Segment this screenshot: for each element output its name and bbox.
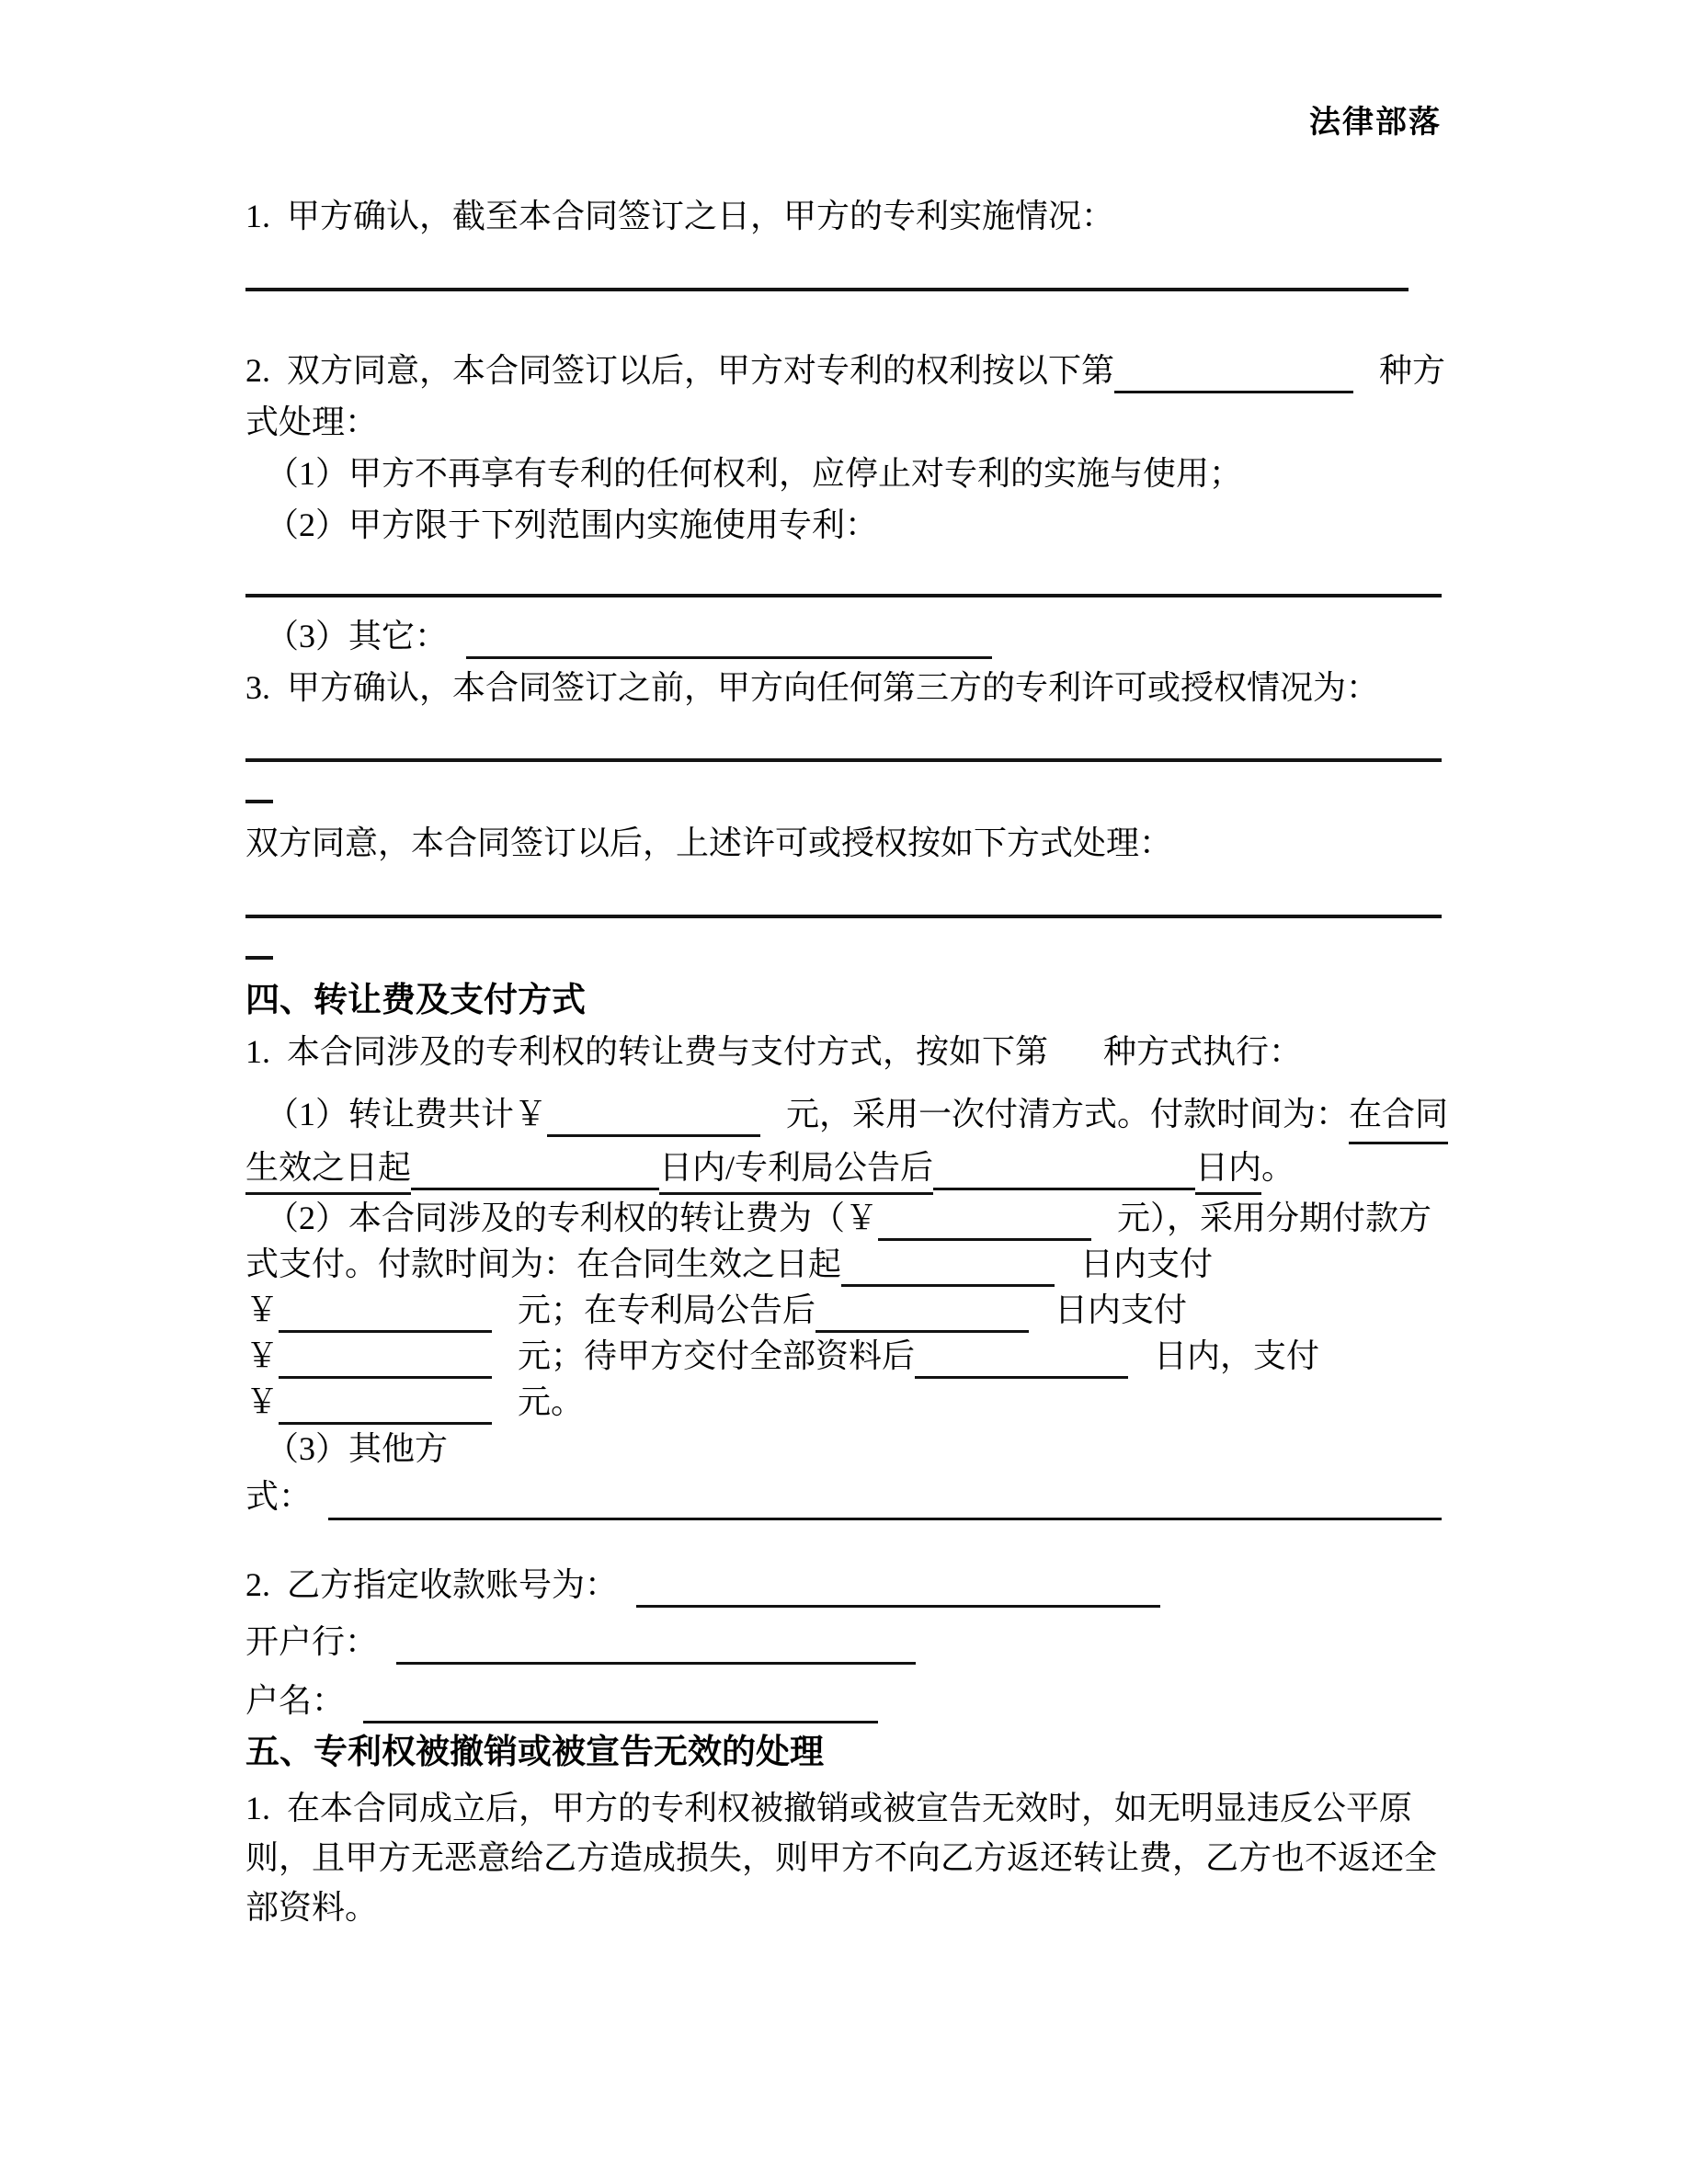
clause-4-1-sub1-line2	[245, 1144, 1442, 1195]
clause-4-1-sub2-line3	[245, 1287, 1442, 1333]
clause-3-2-sub3-label: （3）其它：	[266, 618, 449, 654]
blank-other-method	[328, 1475, 1442, 1520]
blank-total-fee	[547, 1103, 760, 1137]
blank-holder-name	[363, 1689, 878, 1723]
sub1-text-a: （1）转让费共计￥	[266, 1096, 548, 1132]
blank-days-1	[841, 1253, 1055, 1287]
clause-3-2-sub2: （2）甲方限于下列范围内实施使用专利：	[266, 506, 879, 543]
fill-line-license-status	[245, 758, 1442, 762]
sub1-period: 。	[1261, 1149, 1295, 1186]
clause-4-1-sub2-line4	[245, 1333, 1442, 1379]
sub1-text-e-underlined: 日内/专利局公告后	[659, 1144, 933, 1195]
sub2-text-d: 日内支付	[1080, 1246, 1214, 1282]
sub2-text-h: 日内，支付	[1154, 1337, 1320, 1374]
blank-days-after-announcement	[933, 1156, 1195, 1190]
clause-3-2-text-pre: 2. 双方同意，本合同签订以后，甲方对专利的权利按以下第	[245, 352, 1115, 389]
clause-4-1-sub2-line1	[245, 1195, 1442, 1241]
clause-4-1	[245, 1026, 1442, 1077]
clause-4-1-text-pre: 1. 本合同涉及的专利权的转让费与支付方式，按如下第	[245, 1033, 1049, 1070]
clause-3-1: 1. 甲方确认，截至本合同签订之日，甲方的专利实施情况：	[245, 198, 1115, 234]
blank-days-3	[915, 1345, 1128, 1379]
clause-4-1-sub2-line5	[245, 1379, 1442, 1425]
contract-content	[0, 97, 1688, 1932]
holder-line	[245, 1675, 1442, 1726]
blank-option-number	[1114, 359, 1353, 393]
blank-account-number	[636, 1574, 1160, 1608]
clause-4-2	[245, 1559, 1442, 1610]
section-4-heading: 四、转让费及支付方式	[245, 981, 586, 1018]
blank-days-2	[815, 1299, 1029, 1333]
clause-4-1-sub3-line2	[245, 1473, 1442, 1520]
clause-3-2-text-post: 种方	[1379, 352, 1446, 389]
fill-line-continuation-dash-1	[245, 800, 273, 803]
holder-label: 户名：	[245, 1682, 346, 1719]
sub1-text-b: 元，采用一次付清方式。付款时间为：	[786, 1096, 1350, 1132]
sub1-text-c-underlined: 在合同	[1349, 1088, 1448, 1144]
section-5-heading: 五、专利权被撤销或被宣告无效的处理	[245, 1733, 824, 1770]
bank-label: 开户行：	[245, 1623, 379, 1660]
blank-amount-3	[279, 1391, 492, 1425]
sub1-text-d-underlined: 生效之日起	[245, 1144, 411, 1195]
clause-3-2-sub1: （1）甲方不再享有专利的任何权利，应停止对专利的实施与使用；	[266, 455, 1243, 492]
sub2-text-i: 元。	[518, 1383, 585, 1420]
sub2-text-b: 元），采用分期付款方	[1117, 1200, 1432, 1236]
sub2-text-c: 式支付。付款时间为：在合同生效之日起	[245, 1246, 842, 1282]
fill-line-usage-scope	[245, 594, 1442, 597]
clause-4-1-sub2-line2	[245, 1241, 1442, 1287]
sub1-text-f-underlined: 日内	[1195, 1144, 1261, 1195]
blank-bank-name	[396, 1631, 916, 1665]
sub2-text-g: 元；待甲方交付全部资料后	[518, 1337, 916, 1374]
clause-3-2-line1	[245, 345, 1446, 396]
clause-3-3: 3. 甲方确认，本合同签订之前，甲方向任何第三方的专利许可或授权情况为：	[245, 669, 1380, 706]
bank-line	[245, 1616, 1442, 1667]
sub3-text-b: 式：	[245, 1478, 313, 1515]
sub2-text-a: （2）本合同涉及的专利权的转让费为（￥	[266, 1200, 879, 1236]
yen-symbol: ￥	[245, 1291, 279, 1328]
yen-symbol: ￥	[245, 1383, 279, 1420]
clause-5-1-line3: 部资料。	[245, 1889, 379, 1926]
fill-line-implementation-status	[245, 288, 1409, 291]
clause-3-2-sub3	[245, 610, 1442, 662]
clause-5-1-line2: 则，且甲方无恶意给乙方造成损失，则甲方不向乙方返还转让费，乙方也不返还全	[245, 1839, 1438, 1876]
brand-watermark: 法律部落	[1309, 105, 1442, 140]
fill-line-continuation-dash-2	[245, 956, 273, 960]
clause-4-1-sub3-line1: （3）其他方	[266, 1430, 449, 1467]
clause-4-1-text-post: 种方式执行：	[1103, 1033, 1303, 1070]
clause-4-2-label: 2. 乙方指定收款账号为：	[245, 1566, 619, 1603]
clause-3-2-line2: 式处理：	[245, 404, 379, 440]
sub2-text-f: 日内支付	[1055, 1291, 1188, 1328]
yen-symbol: ￥	[245, 1337, 279, 1374]
sub2-text-e: 元；在专利局公告后	[518, 1291, 816, 1328]
fill-line-license-handling	[245, 915, 1442, 918]
blank-amount-1	[279, 1299, 492, 1333]
blank-installment-total	[878, 1207, 1091, 1241]
clause-5-1-line1: 1. 在本合同成立后，甲方的专利权被撤销或被宣告无效时，如无明显违反公平原	[245, 1790, 1413, 1826]
clause-3-agree: 双方同意，本合同签订以后，上述许可或授权按如下方式处理：	[245, 825, 1173, 861]
blank-amount-2	[279, 1345, 492, 1379]
blank-days-after-effective	[411, 1156, 659, 1190]
blank-other	[466, 625, 992, 659]
clause-4-1-sub1-line1	[245, 1088, 1449, 1144]
